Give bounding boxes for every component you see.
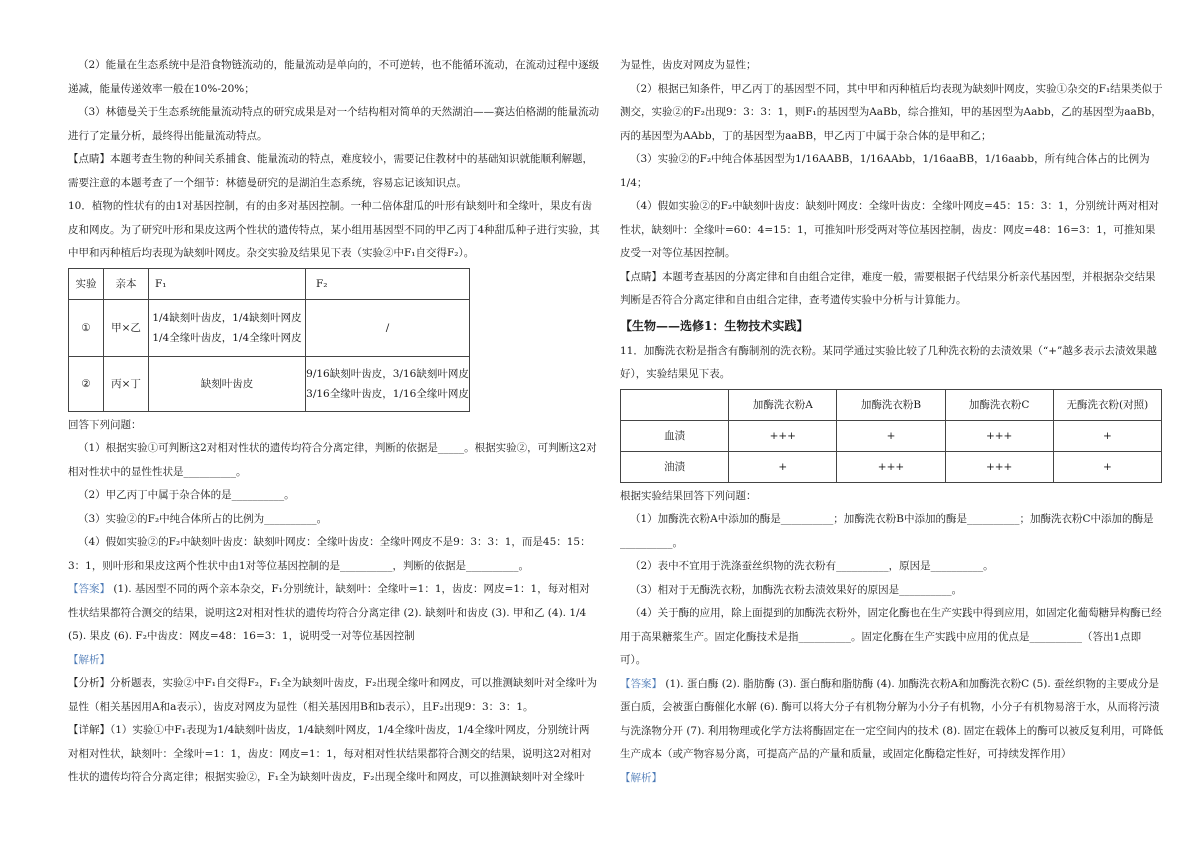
table-cell: 血渍 xyxy=(621,420,729,451)
question-11: 11．加酶洗衣粉是指含有酶制剂的洗衣粉。某同学通过实验比较了几种洗衣粉的去渍效果（“+”越多表示去渍效果越好），实验结果见下表。 xyxy=(620,344,1157,380)
table-row xyxy=(621,420,1162,451)
table-header-row xyxy=(69,268,470,299)
paragraph: （4）假如实验②的F₂中缺刻叶齿皮：缺刻叶网皮：全缘叶齿皮：全缘叶网皮=45：15：3：1，分别统计两对相对性状，缺刻叶：全缘叶=60：4=15：1，可推知叶形受两对等位基因控制，齿皮：网皮=48：16=3：1，可推知果皮受一对等位基因控制。 xyxy=(620,200,1160,259)
answer xyxy=(68,578,600,649)
table-header: 亲本 xyxy=(104,268,149,299)
sub-question: （3）相对于无酶洗衣粉，加酶洗衣粉去渍效果好的原因是__________。 xyxy=(630,583,963,596)
experiment-table xyxy=(68,268,470,412)
sub-question: （3）实验②的F₂中纯合体所占的比例为__________。 xyxy=(78,512,328,525)
table-row xyxy=(69,299,470,356)
table-cell: ② xyxy=(69,356,104,411)
table-cell: 缺刻叶齿皮 xyxy=(149,356,306,411)
table-header: 实验 xyxy=(69,268,104,299)
table-row xyxy=(69,356,470,411)
table-cell: +++ xyxy=(945,420,1053,451)
table-row xyxy=(621,451,1162,482)
analysis-label: 【解析】 xyxy=(620,771,662,784)
table-header xyxy=(621,389,729,420)
table-cell: 丙×丁 xyxy=(104,356,149,411)
sub-question: （1）根据实验①可判断这2对相对性状的遗传均符合分离定律，判断的依据是_____。根据实验②，可判断这2对相对性状中的显性性状是__________。 xyxy=(68,442,597,478)
table-header: F₂ xyxy=(306,268,470,299)
cell-line: 1/4全缘叶齿皮，1/4全缘叶网皮 xyxy=(152,331,302,344)
sub-question: （4）关于酶的应用，除上面提到的加酶洗衣粉外，固定化酶也在生产实践中得到应用，如固定化葡萄糖异构酶已经用于高果糖浆生产。固定化酶技术是指__________。固定化酶在生产实践中应用的优点是__________（答出1点即可）。 xyxy=(620,607,1162,666)
answer-text: (1). 基因型不同的两个亲本杂交，F₁分别统计，缺刻叶：全缘叶=1：1，齿皮：网皮=1：1，每对相对性状结果都符合测交的结果，说明这2对相对性状的遗传均符合分离定律 (2). 缺刻叶和齿皮 (3). 甲和乙 (4). 1/4 (5). 果皮 (6). F₂中齿皮：网皮=48：16=3：1，说明受一对等位基因控制 xyxy=(68,583,590,642)
table-cell: + xyxy=(729,451,837,482)
table-header: 加酶洗衣粉B xyxy=(837,389,945,420)
table-header: 加酶洗衣粉C xyxy=(945,389,1053,420)
sub-question: （2）表中不宜用于洗涤蚕丝织物的洗衣粉有__________，原因是__________。 xyxy=(630,560,994,572)
paragraph: 【点睛】本题考查基因的分离定律和自由组合定律，难度一般，需要根据子代结果分析亲代基因型，并根据杂交结果判断是否符合分离定律和自由组合定律，查考遗传实验中分析与计算能力。 xyxy=(620,270,1156,306)
table-cell: ① xyxy=(69,299,104,356)
table-cell: / xyxy=(306,299,470,356)
analysis-label: 【解析】 xyxy=(68,653,110,666)
table-cell: + xyxy=(1053,420,1161,451)
paragraph: （3）实验②的F₂中纯合体基因型为1/16AABB，1/16AAbb，1/16aaBB，1/16aabb，所有纯合体占的比例为1/4； xyxy=(620,153,1150,189)
prompt: 根据实验结果回答下列问题： xyxy=(620,489,757,502)
analysis: 【分析】分析题表，实验②中F₁自交得F₂，F₁全为缺刻叶齿皮，F₂出现全缘叶和网皮，可以推测缺刻叶对全缘叶为显性（相关基因用A和a表示），齿皮对网皮为显性（相关基因用B和b表示），且F₂出现9：3：3：1。 xyxy=(68,677,597,713)
cell-line: 9/16缺刻叶齿皮，3/16缺刻叶网皮 xyxy=(306,367,469,380)
question-10: 10．植物的性状有的由1对基因控制，有的由多对基因控制。一种二倍体甜瓜的叶形有缺刻叶和全缘叶，果皮有齿皮和网皮。为了研究叶形和果皮这两个性状的遗传特点，某小组用基因型不同的甲乙丙丁4种甜瓜种子进行实验，其中甲和丙种植后均表现为缺刻叶网皮。杂交实验及结果见下表（实验②中F₁自交得F₂）。 xyxy=(68,200,600,259)
cell-line: 3/16全缘叶齿皮，1/16全缘叶网皮 xyxy=(306,387,469,400)
answer-text: (1). 蛋白酶 (2). 脂肪酶 (3). 蛋白酶和脂肪酶 (4). 加酶洗衣粉A和加酶洗衣粉C (5). 蚕丝织物的主要成分是蛋白质，会被蛋白酶催化水解 (6). 酶可以将大分子有机物分解为小分子有机物，小分子有机物易溶于水，从而将污渍与洗涤物分开 (7). 利用物理或化学方法将酶固定在一定空间内的技术 (8). 固定在载体上的酶可以被反复利用，可降低生产成本（或产物容易分离，可提高产品的产量和质量，或固定化酶稳定性好，可持续发挥作用） xyxy=(620,677,1164,760)
table-cell: +++ xyxy=(837,451,945,482)
answer-label: 【答案】 xyxy=(68,583,110,595)
table-cell: 甲×乙 xyxy=(104,299,149,356)
explanation: 【详解】（1）实验①中F₁表现为1/4缺刻叶齿皮，1/4缺刻叶网皮，1/4全缘叶齿皮，1/4全缘叶网皮，分别统计两对相对性状，缺刻叶：全缘叶=1：1，齿皮：网皮=1：1，每对相对性状结果都符合测交的结果，说明这2对相对性状的遗传均符合分离定律；根据实验②，F₁全为缺刻叶齿皮，F₂出现全缘叶和网皮，可以推测缺刻叶对全缘叶 xyxy=(68,724,592,783)
paragraph: （3）林德曼关于生态系统能量流动特点的研究成果是对一个结构相对简单的天然湖泊——赛达伯格湖的能量流动进行了定量分析，最终得出能量流动特点。 xyxy=(68,106,600,142)
paragraph: （2）能量在生态系统中是沿食物链流动的，能量流动是单向的，不可逆转，也不能循环流动，在流动过程中逐级递减，能量传递效率一般在10%-20%； xyxy=(68,59,600,95)
table-header-row xyxy=(621,389,1162,420)
answer xyxy=(620,673,1165,767)
right-column xyxy=(620,54,1165,790)
paragraph: （2）根据已知条件，甲乙丙丁的基因型不同，其中甲和丙种植后均表现为缺刻叶网皮，实验①杂交的F₁结果类似于测交，实验②的F₂出现9：3：3：1，则F₁的基因型为AaBb，综合推知，甲的基因型为Aabb，乙的基因型为aaBb，丙的基因型为AAbb，丁的基因型为aaBB，甲乙丙丁中属于杂合体的是甲和乙； xyxy=(620,82,1163,142)
prompt: 回答下列问题： xyxy=(68,418,142,431)
table-cell: +++ xyxy=(729,420,837,451)
table-cell: + xyxy=(1053,451,1161,482)
table-cell: + xyxy=(837,420,945,451)
table-header: 加酶洗衣粉A xyxy=(729,389,837,420)
answer-label: 【答案】 xyxy=(620,677,662,690)
table-cell: 油渍 xyxy=(621,451,729,482)
section-title: 【生物——选修1：生物技术实践】 xyxy=(620,318,809,333)
detergent-table xyxy=(620,389,1162,483)
table-header: 无酶洗衣粉(对照) xyxy=(1053,389,1161,420)
cell-line: 1/4缺刻叶齿皮，1/4缺刻叶网皮 xyxy=(152,311,302,324)
table-cell xyxy=(306,356,470,411)
table-header: F₁ xyxy=(149,268,306,299)
table-cell xyxy=(149,299,306,356)
paragraph: 为显性，齿皮对网皮为显性； xyxy=(620,59,757,71)
paragraph: 【点睛】本题考查生物的种间关系捕食、能量流动的特点，难度较小，需要记住教材中的基础知识就能顺利解题，需要注意的本题考查了一个细节：林德曼研究的是湖泊生态系统，容易忘记该知识点。 xyxy=(68,153,593,189)
table-cell: +++ xyxy=(945,451,1053,482)
sub-question: （4）假如实验②的F₂中缺刻叶齿皮：缺刻叶网皮：全缘叶齿皮：全缘叶网皮不是9：3：3：1，而是45：15：3：1，则叶形和果皮这两个性状中由1对等位基因控制的是__________，判断的依据是__________。 xyxy=(68,536,591,572)
left-column xyxy=(68,54,600,790)
sub-question: （1）加酶洗衣粉A中添加的酶是__________；加酶洗衣粉B中添加的酶是__________；加酶洗衣粉C中添加的酶是__________。 xyxy=(620,513,1154,549)
sub-question: （2）甲乙丙丁中属于杂合体的是__________。 xyxy=(78,489,295,501)
